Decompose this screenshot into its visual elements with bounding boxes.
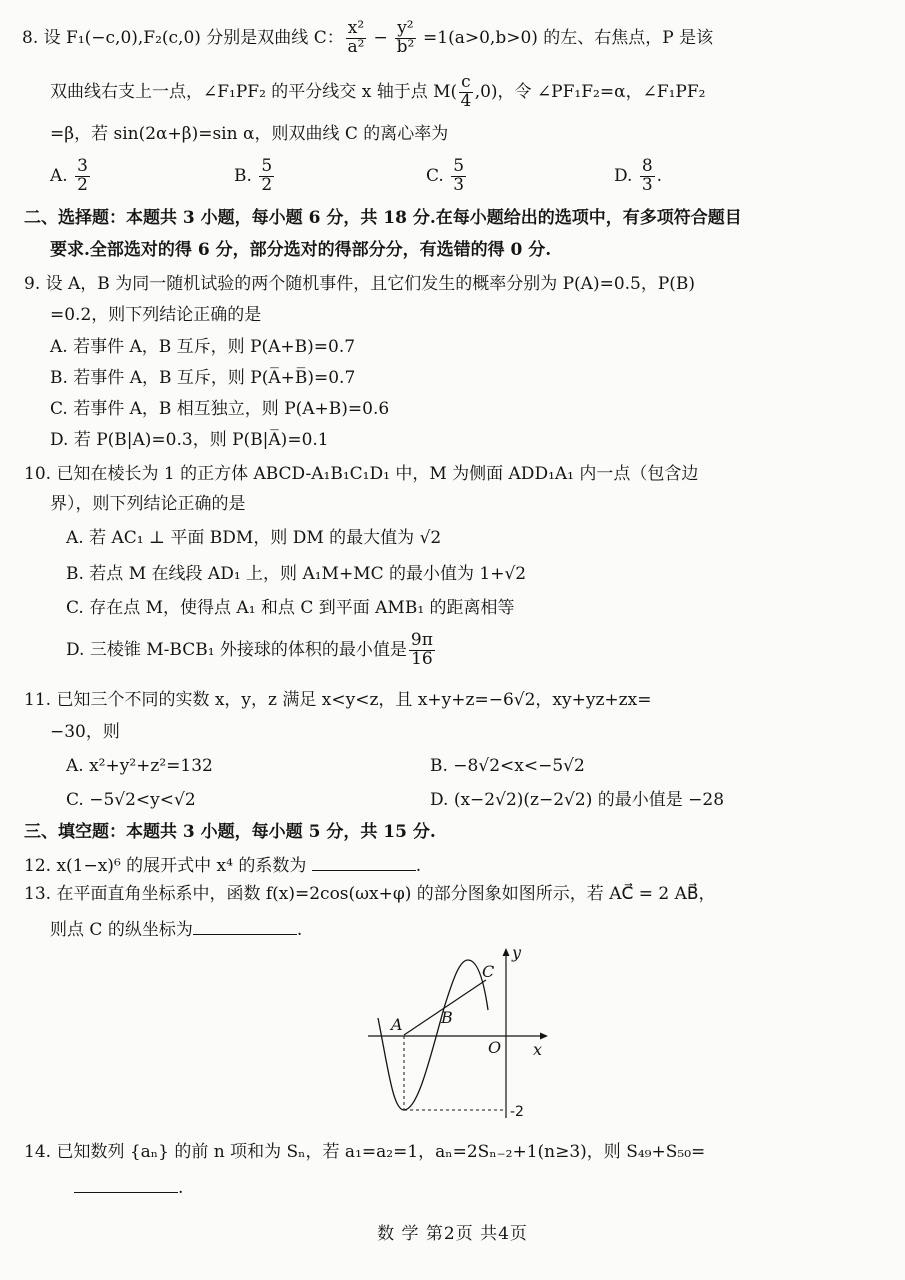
- q8-line2: 双曲线右支上一点，∠F₁PF₂ 的平分线交 x 轴于点 M( $\frac{c}{4}$ ,0)，令 ∠PF₁F₂=α，∠F₁PF₂: [50, 72, 706, 111]
- q9-option-a: A. 若事件 A，B 互斥，则 P(A+B)=0.7: [50, 337, 356, 357]
- q8-option-d: D. $\frac{8}{3}$ .: [614, 156, 663, 195]
- q8-line3: =β，若 sin(2α+β)=sin α，则双曲线 C 的离心率为: [50, 124, 449, 144]
- x-axis-arrow: [540, 1033, 548, 1040]
- q11-option-a: A. x²+y²+z²=132: [66, 756, 213, 776]
- fraction-c-4: $\frac{c}{4}$: [460, 72, 472, 111]
- q10-option-b: B. 若点 M 在线段 AD₁ 上，则 A₁M+MC 的最小值为 1+√2: [66, 564, 527, 584]
- fraction-x2-a2: $\frac{\text{x²}}{\text{a²}}$: [347, 18, 365, 57]
- q14-answer-blank[interactable]: [74, 1176, 178, 1193]
- q9-line1: 9. 设 A，B 为同一随机试验的两个随机事件，且它们发生的概率分别为 P(A)=0.5，P(B): [24, 274, 696, 294]
- q12-answer-blank[interactable]: [312, 854, 416, 871]
- q9-line2: =0.2，则下列结论正确的是: [50, 305, 262, 325]
- q14-line1: 14. 已知数列 {aₙ} 的前 n 项和为 Sₙ，若 a₁=a₂=1，aₙ=2Sₙ₋₂+1(n≥3)，则 S₄₉+S₅₀=: [24, 1142, 706, 1162]
- q9-option-d: D. 若 P(B|A)=0.3，则 P(B|A̅)=0.1: [50, 430, 329, 450]
- q10-option-d: D. 三棱锥 M-BCB₁ 外接球的体积的最小值是 $\frac{9\pi}{16}$: [66, 630, 433, 669]
- label-a: A: [391, 1015, 403, 1034]
- q11-line2: −30，则: [50, 722, 120, 742]
- page-footer: 数 学 第2页 共4页: [377, 1224, 528, 1244]
- q8-option-b: B. $\frac{5}{2}$: [234, 156, 273, 195]
- q13-answer-blank[interactable]: [193, 918, 297, 935]
- label-minus2: -2: [510, 1104, 524, 1120]
- q8-line1: 8. 设 F₁(−c,0),F₂(c,0) 分别是双曲线 C： $\frac{\text{x²}}{\text{a²}}$ − $\frac{\text{y²}}{\text{b²}}$ =1(a>0,b>0) 的左、右焦点，P 是该: [22, 18, 714, 57]
- q10-line2: 界），则下列结论正确的是: [50, 494, 246, 514]
- q10-option-a: A. 若 AC₁ ⊥ 平面 BDM，则 DM 的最大值为 √2: [66, 528, 442, 548]
- label-x: x: [533, 1040, 543, 1059]
- q10-line1: 10. 已知在棱长为 1 的正方体 ABCD-A₁B₁C₁D₁ 中，M 为侧面 ADD₁A₁ 内一点（包含边: [24, 464, 699, 484]
- q14-line2: .: [74, 1176, 183, 1199]
- label-origin: O: [488, 1038, 502, 1057]
- label-c: C: [482, 962, 495, 981]
- section3-heading: 三、填空题：本题共 3 小题，每小题 5 分，共 15 分.: [24, 822, 436, 842]
- q11-option-b: B. −8√2<x<−5√2: [430, 756, 585, 776]
- y-axis-arrow: [503, 948, 510, 956]
- q13-line2: 则点 C 的纵坐标为 .: [50, 920, 303, 940]
- cosine-graph-figure: [358, 938, 558, 1123]
- fraction-y2-b2: $\frac{\text{y²}}{\text{b²}}$: [396, 18, 415, 57]
- q13-line1: 13. 在平面直角坐标系中，函数 f(x)=2cos(ωx+φ) 的部分图象如图所示，若 AC⃗ = 2 AB⃗，: [24, 884, 716, 904]
- label-b: B: [441, 1008, 453, 1027]
- section2-heading-cont: 要求.全部选对的得 6 分，部分选对的得部分分，有选错的得 0 分.: [50, 240, 552, 260]
- q9-option-c: C. 若事件 A，B 相互独立，则 P(A+B)=0.6: [50, 399, 390, 419]
- q11-option-c: C. −5√2<y<√2: [66, 790, 196, 810]
- label-y: y: [512, 943, 522, 962]
- q11-option-d: D. (x−2√2)(z−2√2) 的最小值是 −28: [430, 790, 725, 810]
- q8-option-c: C. $\frac{5}{3}$: [426, 156, 465, 195]
- q8-option-a: A. $\frac{3}{2}$: [50, 156, 88, 195]
- q10-option-c: C. 存在点 M，使得点 A₁ 和点 C 到平面 AMB₁ 的距离相等: [66, 598, 515, 618]
- q12-line: 12. x(1−x)⁶ 的展开式中 x⁴ 的系数为 .: [24, 856, 422, 876]
- q9-option-b: B. 若事件 A，B 互斥，则 P(A̅+B̅)=0.7: [50, 368, 356, 388]
- section2-heading: 二、选择题：本题共 3 小题，每小题 6 分，共 18 分.在每小题给出的选项中，有多项符合题目: [24, 208, 742, 228]
- q11-line1: 11. 已知三个不同的实数 x，y，z 满足 x<y<z，且 x+y+z=−6√2，xy+yz+zx=: [24, 690, 652, 710]
- cosine-curve: [378, 960, 488, 1110]
